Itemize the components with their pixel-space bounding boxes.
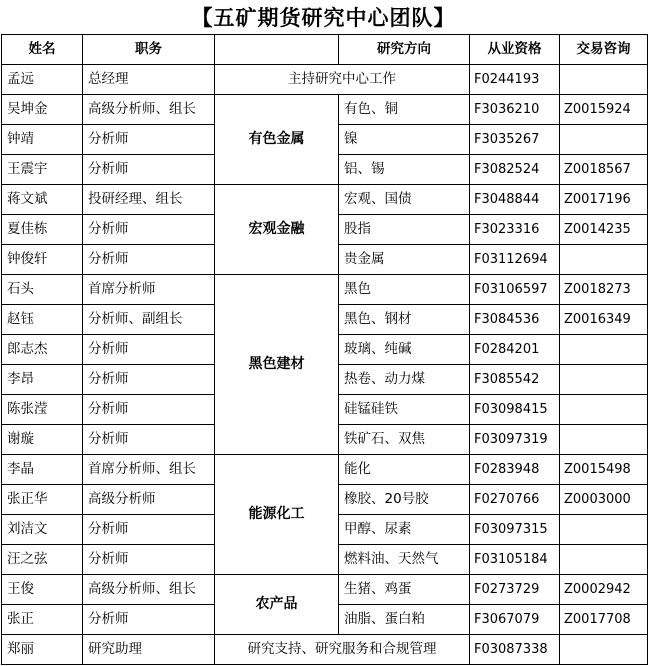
cell-position: 分析师	[83, 425, 215, 455]
cell-position: 分析师	[83, 155, 215, 185]
cell-license: F3035267	[470, 125, 560, 155]
cell-direction: 有色、铜	[339, 95, 470, 125]
cell-position: 高级分析师	[83, 485, 215, 515]
cell-consult	[560, 635, 648, 665]
cell-name: 郑丽	[2, 635, 83, 665]
cell-name: 石头	[2, 275, 83, 305]
cell-position: 分析师	[83, 245, 215, 275]
cell-name: 钟俊轩	[2, 245, 83, 275]
cell-consult: Z0018567	[560, 155, 648, 185]
cell-direction: 铁矿石、双焦	[339, 425, 470, 455]
cell-direction: 宏观、国债	[339, 185, 470, 215]
cell-name: 张正	[2, 605, 83, 635]
cell-direction: 主持研究中心工作	[215, 65, 470, 95]
cell-position: 首席分析师	[83, 275, 215, 305]
cell-name: 钟靖	[2, 125, 83, 155]
cell-position: 高级分析师、组长	[83, 575, 215, 605]
cell-license: F3048844	[470, 185, 560, 215]
header-row	[2, 35, 648, 65]
cell-name: 王震宇	[2, 155, 83, 185]
cell-consult	[560, 515, 648, 545]
cell-consult	[560, 125, 648, 155]
table-row	[2, 95, 648, 125]
cell-direction: 生猪、鸡蛋	[339, 575, 470, 605]
cell-license: F03098415	[470, 395, 560, 425]
team-table	[1, 34, 648, 665]
cell-name: 刘洁文	[2, 515, 83, 545]
cell-consult	[560, 65, 648, 95]
cell-license: F3084536	[470, 305, 560, 335]
cell-direction: 油脂、蛋白粕	[339, 605, 470, 635]
cell-license: F0283948	[470, 455, 560, 485]
cell-position: 高级分析师、组长	[83, 95, 215, 125]
cell-direction: 黑色、钢材	[339, 305, 470, 335]
cell-license: F3023316	[470, 215, 560, 245]
cell-name: 李晶	[2, 455, 83, 485]
cell-direction: 燃料油、天然气	[339, 545, 470, 575]
cell-license: F3036210	[470, 95, 560, 125]
cell-name: 谢璇	[2, 425, 83, 455]
header-consult: 交易咨询	[560, 35, 648, 65]
header-position: 职务	[83, 35, 215, 65]
table-row	[2, 455, 648, 485]
group-agri: 农产品	[215, 575, 339, 635]
cell-position: 投研经理、组长	[83, 185, 215, 215]
cell-direction: 黑色	[339, 275, 470, 305]
cell-consult: Z0017196	[560, 185, 648, 215]
cell-consult	[560, 245, 648, 275]
table-row	[2, 575, 648, 605]
cell-direction: 股指	[339, 215, 470, 245]
cell-direction: 甲醇、尿素	[339, 515, 470, 545]
group-nonferrous: 有色金属	[215, 95, 339, 185]
cell-position: 分析师	[83, 335, 215, 365]
cell-consult	[560, 335, 648, 365]
table-row	[2, 65, 648, 95]
cell-position: 分析师	[83, 605, 215, 635]
cell-consult: Z0015924	[560, 95, 648, 125]
cell-consult: Z0014235	[560, 215, 648, 245]
cell-direction: 玻璃、纯碱	[339, 335, 470, 365]
cell-direction: 热卷、动力煤	[339, 365, 470, 395]
cell-name: 吴坤金	[2, 95, 83, 125]
group-macro: 宏观金融	[215, 185, 339, 275]
cell-consult	[560, 425, 648, 455]
cell-position: 首席分析师、组长	[83, 455, 215, 485]
header-group	[215, 35, 339, 65]
cell-license: F3082524	[470, 155, 560, 185]
cell-consult: Z0018273	[560, 275, 648, 305]
cell-direction: 能化	[339, 455, 470, 485]
cell-consult	[560, 395, 648, 425]
cell-consult: Z0003000	[560, 485, 648, 515]
group-energy: 能源化工	[215, 455, 339, 575]
cell-position: 分析师	[83, 215, 215, 245]
cell-license: F0284201	[470, 335, 560, 365]
cell-license: F03097315	[470, 515, 560, 545]
cell-license: F0270766	[470, 485, 560, 515]
cell-license: F3085542	[470, 365, 560, 395]
cell-position: 分析师	[83, 395, 215, 425]
cell-direction: 贵金属	[339, 245, 470, 275]
cell-position: 分析师	[83, 515, 215, 545]
cell-consult	[560, 365, 648, 395]
cell-direction: 硅锰硅铁	[339, 395, 470, 425]
cell-name: 李昂	[2, 365, 83, 395]
cell-name: 汪之弦	[2, 545, 83, 575]
cell-position: 研究助理	[83, 635, 215, 665]
cell-direction: 铝、锡	[339, 155, 470, 185]
cell-license: F03112694	[470, 245, 560, 275]
cell-position: 分析师	[83, 545, 215, 575]
document-title: 【五矿期货研究中心团队】	[191, 6, 456, 30]
cell-name: 王俊	[2, 575, 83, 605]
header-license: 从业资格	[470, 35, 560, 65]
header-name: 姓名	[2, 35, 83, 65]
cell-consult: Z0015498	[560, 455, 648, 485]
cell-position: 分析师	[83, 365, 215, 395]
header-direction: 研究方向	[339, 35, 470, 65]
cell-direction: 镍	[339, 125, 470, 155]
cell-position: 分析师、副组长	[83, 305, 215, 335]
cell-name: 张正华	[2, 485, 83, 515]
cell-license: F0273729	[470, 575, 560, 605]
cell-direction: 橡胶、20号胶	[339, 485, 470, 515]
cell-position: 分析师	[83, 125, 215, 155]
cell-consult: Z0002942	[560, 575, 648, 605]
cell-name: 郎志杰	[2, 335, 83, 365]
cell-name: 赵钰	[2, 305, 83, 335]
table-row	[2, 185, 648, 215]
cell-name: 孟远	[2, 65, 83, 95]
cell-name: 陈张滢	[2, 395, 83, 425]
cell-consult	[560, 545, 648, 575]
cell-license: F03106597	[470, 275, 560, 305]
cell-license: F03097319	[470, 425, 560, 455]
table-row	[2, 275, 648, 305]
group-ferrous: 黑色建材	[215, 275, 339, 455]
cell-license: F0244193	[470, 65, 560, 95]
cell-license: F3067079	[470, 605, 560, 635]
table-row	[2, 635, 648, 665]
cell-consult: Z0017708	[560, 605, 648, 635]
cell-consult: Z0016349	[560, 305, 648, 335]
cell-name: 蒋文斌	[2, 185, 83, 215]
cell-position: 总经理	[83, 65, 215, 95]
cell-direction: 研究支持、研究服务和合规管理	[215, 635, 470, 665]
cell-license: F03105184	[470, 545, 560, 575]
cell-name: 夏佳栋	[2, 215, 83, 245]
cell-license: F03087338	[470, 635, 560, 665]
